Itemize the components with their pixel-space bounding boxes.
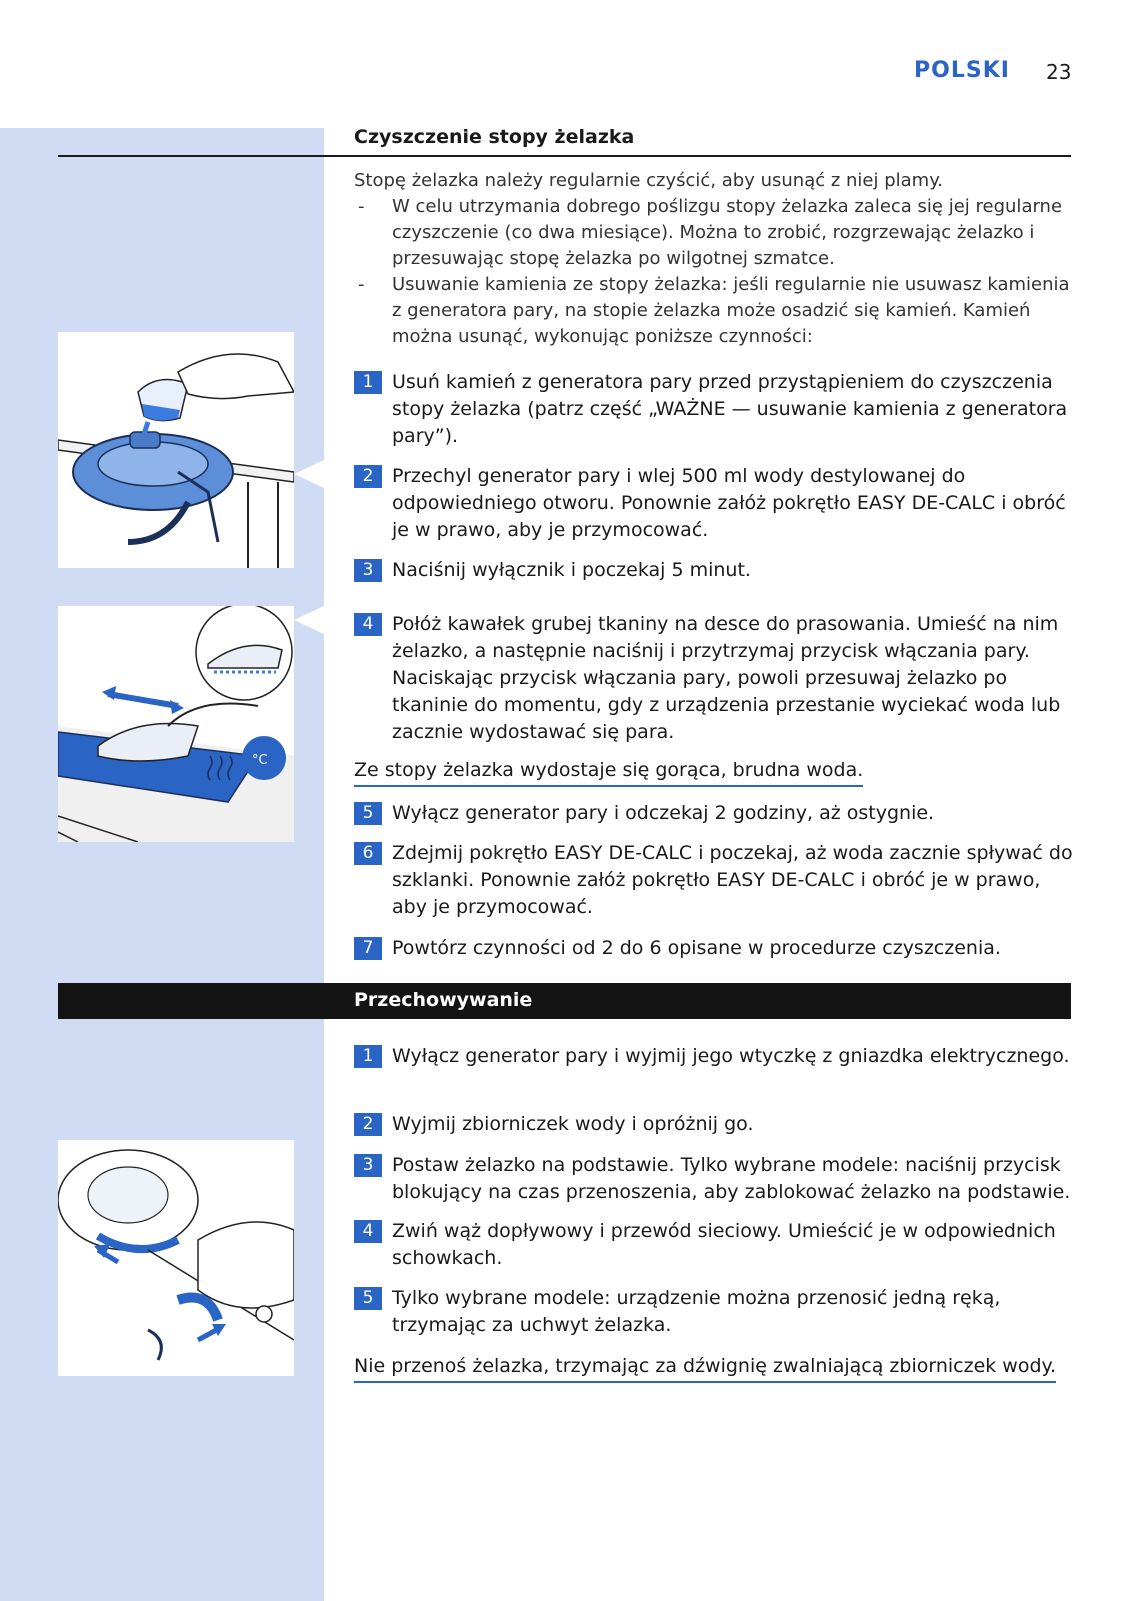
step-item <box>354 463 1074 544</box>
step-text: Wyłącz generator pary i odczekaj 2 godziny, aż ostygnie. <box>392 802 935 824</box>
intro-block <box>354 168 1074 350</box>
bullet-dash: - <box>358 274 365 295</box>
step-item <box>354 611 1074 746</box>
intro-text: Stopę żelazka należy regularnie czyścić, aby usunąć z niej plamy. <box>354 170 944 191</box>
step-text: Tylko wybrane modele: urządzenie można przenosić jedną ręką, trzymając za uchwyt żelazka. <box>392 1287 1001 1336</box>
step-item <box>354 935 1074 962</box>
step-item <box>354 369 1074 450</box>
storage-illustration <box>58 1140 294 1376</box>
step-number: 3 <box>354 1154 382 1177</box>
section-title-cleaning: Czyszczenie stopy żelazka <box>354 126 635 148</box>
step-text: Postaw żelazko na podstawie. Tylko wybrane modele: naciśnij przycisk blokujący na czas przenoszenia, aby zablokować żelazko na podstawie. <box>392 1154 1071 1203</box>
section-title-storage: Przechowywanie <box>354 989 533 1011</box>
iron-on-board-illustration <box>58 606 294 842</box>
step-text: Zwiń wąż dopływowy i przewód sieciowy. Umieścić je w odpowiednich schowkach. <box>392 1220 1056 1269</box>
step-item <box>354 1285 1074 1339</box>
step-item <box>354 1218 1074 1272</box>
section-rule <box>58 155 1071 157</box>
section-header-storage <box>58 983 1071 1019</box>
intro-bullet-text: Usuwanie kamienia ze stopy żelazka: jeśli regularnie nie usuwasz kamienia z generatora pary, na stopie żelazka może osadzić się kamień. Kamień można usunąć, wykonując poniższe czynności: <box>392 274 1070 347</box>
step-number: 7 <box>354 937 382 960</box>
warning-note: Nie przenoś żelazka, trzymając za dźwignię zwalniającą zbiorniczek wody. <box>354 1353 1056 1383</box>
figure-storage <box>58 1140 294 1376</box>
step-text: Zdejmij pokrętło EASY DE-CALC i poczekaj, aż woda zacznie spływać do szklanki. Ponownie załóż pokrętło EASY DE-CALC i obróć je w prawo, aby je przymocować. <box>392 842 1073 918</box>
warning-note: Ze stopy żelazka wydostaje się gorąca, brudna woda. <box>354 757 863 787</box>
step-text: Przechyl generator pary i wlej 500 ml wody destylowanej do odpowiedniego otworu. Ponownie załóż pokrętło EASY DE-CALC i obróć je w prawo, aby je przymocować. <box>392 465 1066 541</box>
intro-bullet <box>354 194 1074 272</box>
steam-generator-illustration <box>58 332 294 568</box>
step-number: 1 <box>354 1045 382 1068</box>
bullet-dash: - <box>358 196 365 217</box>
intro-bullet <box>354 272 1074 350</box>
step-number: 6 <box>354 842 382 865</box>
step-text: Naciśnij wyłącznik i poczekaj 5 minut. <box>392 559 751 581</box>
figure-steam-generator-fill <box>58 332 294 568</box>
step-item <box>354 840 1074 921</box>
step-number: 3 <box>354 559 382 582</box>
step-number: 4 <box>354 613 382 636</box>
step-item <box>354 1152 1074 1206</box>
step-item <box>354 1043 1074 1070</box>
language-label: POLSKI <box>914 58 1010 83</box>
figure-pointer <box>294 460 324 488</box>
step-text: Powtórz czynności od 2 do 6 opisane w procedurze czyszczenia. <box>392 937 1001 959</box>
step-text: Połóż kawałek grubej tkaniny na desce do prasowania. Umieść na nim żelazko, a następnie naciśnij i przytrzymaj przycisk włączania pary. Naciskając przycisk włączania pary, powoli przesuwaj żelazko po tkaninie do momentu, gdy z urządzenia przestanie wyciekać woda lub zacznie wydostawać się para. <box>392 613 1061 743</box>
step-number: 2 <box>354 1113 382 1136</box>
step-item <box>354 800 1074 827</box>
temperature-label: °C <box>252 753 268 768</box>
step-number: 2 <box>354 465 382 488</box>
step-number: 1 <box>354 371 382 394</box>
step-text: Wyłącz generator pary i wyjmij jego wtyczkę z gniazdka elektrycznego. <box>392 1045 1070 1067</box>
step-item <box>354 1111 1074 1138</box>
intro-bullet-text: W celu utrzymania dobrego poślizgu stopy żelazka zaleca się jej regularne czyszczenie (co dwa miesiące). Można to zrobić, rozgrzewając żelazko i przesuwając stopę żelazka po wilgotnej szmatce. <box>392 196 1063 269</box>
step-text: Usuń kamień z generatora pary przed przystąpieniem do czyszczenia stopy żelazka (patrz część „WAŻNE — usuwanie kamienia z generatora pary”). <box>392 371 1068 447</box>
step-number: 5 <box>354 802 382 825</box>
step-number: 5 <box>354 1287 382 1310</box>
figure-iron-steam <box>58 606 294 842</box>
step-item <box>354 557 1074 584</box>
step-number: 4 <box>354 1220 382 1243</box>
step-text: Wyjmij zbiorniczek wody i opróżnij go. <box>392 1113 754 1135</box>
page-number: 23 <box>1046 60 1072 84</box>
figure-pointer <box>294 606 324 634</box>
